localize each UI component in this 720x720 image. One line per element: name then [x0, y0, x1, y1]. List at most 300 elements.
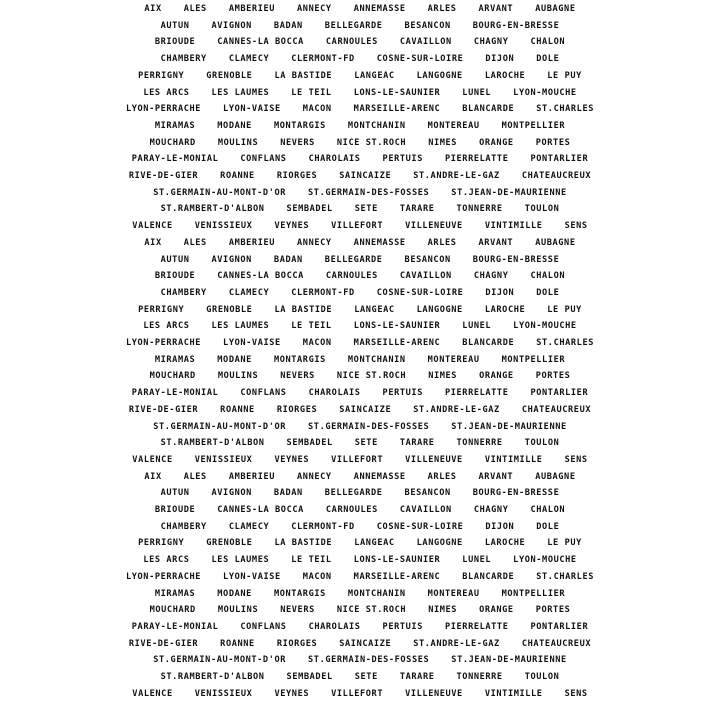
- station-name: PONTARLIER: [530, 621, 589, 632]
- station-name: ST.CHARLES: [536, 571, 594, 582]
- station-name: MIRAMAS: [154, 120, 196, 131]
- station-name: BADAN: [273, 488, 303, 499]
- station-name: VINTIMILLE: [484, 454, 543, 465]
- station-name: TONNERRE: [456, 438, 503, 449]
- name-row: [0, 102, 720, 116]
- station-name: LAROCHE: [484, 70, 526, 81]
- station-name: ARVANT: [478, 471, 514, 482]
- station-name: MONTARGIS: [273, 588, 326, 599]
- station-name: AVIGNON: [211, 488, 252, 499]
- station-name: DIJON: [485, 54, 515, 65]
- station-name: LES ARCS: [143, 87, 190, 98]
- station-name: LYON-PERRACHE: [125, 338, 202, 348]
- station-name: BRIOUDE: [154, 37, 196, 48]
- station-name: CHAGNY: [473, 271, 509, 282]
- name-row: [0, 653, 720, 667]
- station-name: NEVERS: [280, 371, 315, 382]
- station-name: LES ARCS: [143, 555, 190, 566]
- station-name: ANNECY: [297, 237, 332, 248]
- station-name: SETE: [354, 204, 378, 215]
- station-name: RIORGES: [276, 404, 318, 415]
- station-name: CONFLANS: [240, 621, 287, 632]
- station-name: CHAROLAIS: [308, 154, 361, 165]
- station-name: ANNECY: [297, 471, 332, 482]
- station-name: VILLENEUVE: [405, 454, 463, 465]
- station-name: LYON-PERRACHE: [125, 104, 202, 115]
- station-name: AIX: [144, 237, 162, 248]
- name-row: [0, 286, 720, 300]
- station-name: NICE ST.ROCH: [336, 137, 407, 148]
- station-name: MOUCHARD: [149, 605, 196, 616]
- station-name: LYON-VAISE: [223, 571, 281, 582]
- station-name: LAROCHE: [484, 538, 526, 549]
- station-name: LYON-VAISE: [223, 338, 281, 348]
- station-name: ST.CHARLES: [536, 104, 594, 115]
- station-name: NIMES: [428, 605, 458, 616]
- station-name: SEMBADEL: [286, 438, 333, 449]
- station-name: NICE ST.ROCH: [336, 371, 407, 382]
- station-name: LA BASTIDE: [274, 304, 333, 315]
- station-name: ST.RAMBERT-D'ALBON: [160, 672, 265, 682]
- station-name: DOLE: [536, 54, 560, 65]
- station-name: AUTUN: [160, 488, 190, 499]
- station-name: ST.GERMAIN-AU-MONT-D'OR: [153, 655, 287, 666]
- station-name: BADAN: [273, 254, 303, 265]
- station-name: ANNEMASSE: [353, 4, 406, 14]
- station-name: CHAROLAIS: [308, 388, 361, 399]
- station-name: MONTCHANIN: [347, 588, 406, 599]
- station-name: ROANNE: [220, 404, 255, 415]
- station-name: LONS-LE-SAUNIER: [353, 87, 441, 98]
- station-name: ST.GERMAIN-DES-FOSSES: [308, 655, 430, 666]
- station-name: ARLES: [427, 237, 457, 248]
- station-name: CHAROLAIS: [308, 621, 361, 632]
- station-name: VINTIMILLE: [484, 221, 543, 232]
- station-name: CHAMBERY: [160, 521, 207, 532]
- station-name: ALES: [183, 4, 207, 14]
- station-name: PERRIGNY: [138, 304, 185, 315]
- station-name: LANGEAC: [354, 70, 395, 81]
- station-name: AIX: [144, 471, 162, 482]
- station-name: PERTUIS: [382, 621, 423, 632]
- station-name: ST.ANDRE-LE-GAZ: [413, 404, 500, 415]
- station-name: ANNEMASSE: [353, 471, 406, 482]
- station-name: MONTCHANIN: [347, 354, 406, 365]
- station-name: ANNEMASSE: [353, 237, 406, 248]
- station-name: BELLEGARDE: [324, 488, 383, 499]
- station-name: BLANCARDE: [462, 104, 515, 115]
- station-name: SENS: [564, 454, 588, 465]
- station-name: MODANE: [217, 120, 252, 131]
- station-name: ST.JEAN-DE-MAURIENNE: [451, 655, 567, 666]
- station-name: NIMES: [428, 371, 458, 382]
- station-name: BOURG-EN-BRESSE: [472, 20, 560, 31]
- station-name: CLAMECY: [228, 287, 270, 298]
- station-name: PONTARLIER: [530, 154, 589, 165]
- station-name: LE TEIL: [291, 555, 332, 566]
- name-row: [0, 52, 720, 66]
- station-name: LES LAUMES: [211, 555, 270, 566]
- station-name: PORTES: [535, 371, 571, 382]
- station-name: CHATEAUCREUX: [521, 638, 592, 649]
- station-name: MARSEILLE-ARENC: [353, 338, 441, 348]
- station-name: LANGEAC: [354, 304, 395, 315]
- station-name: ST.JEAN-DE-MAURIENNE: [451, 187, 567, 198]
- station-name: VEYNES: [274, 454, 310, 465]
- station-name: ST.RAMBERT-D'ALBON: [160, 204, 265, 215]
- station-name: VILLENEUVE: [405, 221, 463, 232]
- station-name: COSNE-SUR-LOIRE: [376, 521, 464, 532]
- name-row: [0, 253, 720, 267]
- station-name: DIJON: [485, 287, 515, 298]
- station-name: RIORGES: [276, 171, 318, 181]
- station-name: LAROCHE: [484, 304, 526, 315]
- station-name: CONFLANS: [240, 388, 287, 399]
- name-row: [0, 403, 720, 417]
- station-name: LONS-LE-SAUNIER: [353, 321, 441, 332]
- station-name: DOLE: [536, 521, 560, 532]
- station-name: BESANCON: [404, 254, 451, 265]
- station-name: VILLEFORT: [331, 688, 384, 699]
- station-name: TOULON: [524, 672, 560, 682]
- station-name: LANGEAC: [354, 538, 395, 549]
- station-name: CHALON: [530, 271, 566, 282]
- station-name: ARLES: [427, 4, 457, 14]
- station-name: VALENCE: [132, 688, 173, 699]
- name-row: [0, 436, 720, 450]
- station-name: CANNES-LA BOCCA: [217, 271, 304, 282]
- name-row: [0, 386, 720, 400]
- station-name: MOUCHARD: [149, 137, 196, 148]
- station-name: BOURG-EN-BRESSE: [472, 254, 560, 265]
- name-row: [0, 553, 720, 567]
- station-name: MACON: [302, 104, 332, 115]
- station-name: BRIOUDE: [154, 505, 196, 515]
- station-name: LYON-MOUCHE: [513, 87, 577, 98]
- station-name: PERRIGNY: [138, 538, 185, 549]
- name-row: [0, 587, 720, 601]
- station-name: PORTES: [535, 137, 571, 148]
- station-name: LUNEL: [462, 321, 492, 332]
- station-name: AUBAGNE: [535, 4, 576, 14]
- name-row: [0, 69, 720, 83]
- station-name: MIRAMAS: [154, 354, 196, 365]
- station-name: LE TEIL: [291, 321, 332, 332]
- name-row: [0, 236, 720, 250]
- name-row: [0, 353, 720, 367]
- station-name: MODANE: [217, 588, 252, 599]
- station-name: ARVANT: [478, 4, 514, 14]
- station-name: ALES: [183, 237, 207, 248]
- name-row: [0, 186, 720, 200]
- station-name: AUBAGNE: [535, 471, 576, 482]
- station-name: LE PUY: [547, 538, 582, 549]
- name-row: [0, 420, 720, 434]
- name-row: [0, 202, 720, 216]
- station-name: ST.GERMAIN-DES-FOSSES: [308, 421, 430, 432]
- station-name: BESANCON: [404, 488, 451, 499]
- name-row: [0, 670, 720, 684]
- name-row: [0, 603, 720, 617]
- station-name: CARNOULES: [325, 505, 378, 515]
- station-name: LONS-LE-SAUNIER: [353, 555, 441, 566]
- station-name: TOULON: [524, 438, 560, 449]
- station-name: LYON-MOUCHE: [513, 321, 577, 332]
- station-name: MONTPELLIER: [501, 354, 566, 365]
- station-name: ALES: [183, 471, 207, 482]
- station-name: CANNES-LA BOCCA: [217, 505, 304, 515]
- station-name: PERTUIS: [382, 388, 423, 399]
- station-name: PIERRELATTE: [444, 154, 509, 165]
- station-name: CARNOULES: [325, 37, 378, 48]
- station-name: LES LAUMES: [211, 87, 270, 98]
- station-name: NEVERS: [280, 605, 315, 616]
- station-name: PONTARLIER: [530, 388, 589, 399]
- name-row: [0, 136, 720, 150]
- station-name: LYON-PERRACHE: [125, 571, 202, 582]
- station-name: CLAMECY: [228, 521, 270, 532]
- station-name: BELLEGARDE: [324, 20, 383, 31]
- station-name: LANGOGNE: [416, 70, 463, 81]
- station-name: CANNES-LA BOCCA: [217, 37, 304, 48]
- station-name: CAVAILLON: [399, 505, 452, 515]
- station-name: MONTPELLIER: [501, 588, 566, 599]
- station-name: ARLES: [427, 471, 457, 482]
- station-name: BLANCARDE: [462, 571, 515, 582]
- station-name: VINTIMILLE: [484, 688, 543, 699]
- station-name: AMBERIEU: [228, 237, 276, 248]
- station-name: GRENOBLE: [206, 304, 253, 315]
- station-name: TARARE: [399, 438, 435, 449]
- station-name: LA BASTIDE: [274, 538, 333, 549]
- station-name: LANGOGNE: [416, 538, 463, 549]
- station-name: LE TEIL: [291, 87, 332, 98]
- station-name: VENISSIEUX: [194, 221, 253, 232]
- station-name: NIMES: [428, 137, 458, 148]
- station-name: AIX: [144, 4, 162, 14]
- station-name: AMBERIEU: [228, 471, 276, 482]
- station-name: MARSEILLE-ARENC: [353, 104, 441, 115]
- station-name: ROANNE: [220, 638, 255, 649]
- station-name: BOURG-EN-BRESSE: [472, 488, 560, 499]
- station-name: MOUCHARD: [149, 371, 196, 382]
- station-name: ST.RAMBERT-D'ALBON: [160, 438, 265, 449]
- station-name: ORANGE: [479, 605, 514, 616]
- station-name: PERRIGNY: [138, 70, 185, 81]
- station-name: CAVAILLON: [399, 37, 452, 48]
- station-name: MACON: [302, 571, 332, 582]
- name-row: [0, 119, 720, 133]
- station-name: MONTARGIS: [273, 354, 326, 365]
- station-name: TARARE: [399, 204, 435, 215]
- station-name: GRENOBLE: [206, 70, 253, 81]
- station-name: MONTCHANIN: [347, 120, 406, 131]
- station-name: SEMBADEL: [286, 204, 333, 215]
- station-name: MOULINS: [217, 371, 259, 382]
- station-name: LYON-MOUCHE: [513, 555, 577, 566]
- name-row: [0, 620, 720, 634]
- station-name: LES LAUMES: [211, 321, 270, 332]
- station-name: SENS: [564, 221, 588, 232]
- station-name: MOULINS: [217, 605, 259, 616]
- name-row: [0, 687, 720, 701]
- station-name: RIVE-DE-GIER: [128, 404, 199, 415]
- station-name: ORANGE: [479, 137, 514, 148]
- station-name: COSNE-SUR-LOIRE: [376, 54, 464, 65]
- station-name: SENS: [564, 688, 588, 699]
- station-name: CHATEAUCREUX: [521, 171, 592, 181]
- station-name: VILLEFORT: [331, 221, 384, 232]
- name-row: [0, 470, 720, 484]
- station-name: AVIGNON: [211, 254, 252, 265]
- station-name: ST.GERMAIN-AU-MONT-D'OR: [153, 421, 287, 432]
- station-name: SETE: [354, 672, 378, 682]
- station-name: VILLENEUVE: [405, 688, 463, 699]
- station-name: ANNECY: [297, 4, 332, 14]
- station-name: AUTUN: [160, 254, 190, 265]
- station-name: ST.JEAN-DE-MAURIENNE: [451, 421, 567, 432]
- station-name: CHALON: [530, 37, 566, 48]
- station-name: VALENCE: [132, 221, 173, 232]
- station-name: RIVE-DE-GIER: [128, 638, 199, 649]
- station-name: MARSEILLE-ARENC: [353, 571, 441, 582]
- name-row: [0, 336, 720, 350]
- station-name: MOULINS: [217, 137, 259, 148]
- station-name: LE PUY: [547, 304, 582, 315]
- name-row: [0, 453, 720, 467]
- station-name: PARAY-LE-MONIAL: [131, 621, 219, 632]
- station-name: MONTPELLIER: [501, 120, 566, 131]
- name-row: [0, 369, 720, 383]
- station-name: VENISSIEUX: [194, 454, 253, 465]
- name-row: [0, 86, 720, 100]
- name-row: [0, 169, 720, 183]
- station-name: COSNE-SUR-LOIRE: [376, 287, 464, 298]
- station-name: CHATEAUCREUX: [521, 404, 592, 415]
- station-name: NICE ST.ROCH: [336, 605, 407, 616]
- station-name: ORANGE: [479, 371, 514, 382]
- station-name: LUNEL: [462, 555, 492, 566]
- station-name: ROANNE: [220, 171, 255, 181]
- station-name: TOULON: [524, 204, 560, 215]
- station-name: ST.GERMAIN-AU-MONT-D'OR: [153, 187, 287, 198]
- station-name: BESANCON: [404, 20, 451, 31]
- station-name: TONNERRE: [456, 204, 503, 215]
- station-name: PIERRELATTE: [444, 621, 509, 632]
- station-name: ST.ANDRE-LE-GAZ: [413, 638, 500, 649]
- station-name: SEMBADEL: [286, 672, 333, 682]
- station-name: BRIOUDE: [154, 271, 196, 282]
- name-row: [0, 486, 720, 500]
- station-name: CONFLANS: [240, 154, 287, 165]
- station-name: RIVE-DE-GIER: [128, 171, 199, 181]
- station-name: ST.ANDRE-LE-GAZ: [413, 171, 500, 181]
- name-row: [0, 269, 720, 283]
- name-row: [0, 303, 720, 317]
- station-name: MONTEREAU: [427, 588, 480, 599]
- name-row: [0, 637, 720, 651]
- station-name: VEYNES: [274, 688, 310, 699]
- station-name: VEYNES: [274, 221, 310, 232]
- station-name: BELLEGARDE: [324, 254, 383, 265]
- station-name: CHAMBERY: [160, 54, 207, 65]
- station-name: CLAMECY: [228, 54, 270, 65]
- station-name: AMBERIEU: [228, 4, 276, 14]
- station-name: AVIGNON: [211, 20, 252, 31]
- station-name: MONTEREAU: [427, 120, 480, 131]
- station-name: VENISSIEUX: [194, 688, 253, 699]
- station-name: GRENOBLE: [206, 538, 253, 549]
- station-name: DIJON: [485, 521, 515, 532]
- station-name: VILLEFORT: [331, 454, 384, 465]
- station-name: CHAMBERY: [160, 287, 207, 298]
- station-name: BADAN: [273, 20, 303, 31]
- station-name: CLERMONT-FD: [291, 521, 355, 532]
- station-name: SAINCAIZE: [339, 171, 392, 181]
- station-name: CLERMONT-FD: [291, 287, 355, 298]
- station-name: ST.CHARLES: [536, 338, 594, 348]
- station-name: PIERRELATTE: [444, 388, 509, 399]
- name-row: [0, 520, 720, 534]
- station-name: DOLE: [536, 287, 560, 298]
- station-name: CARNOULES: [325, 271, 378, 282]
- station-name: AUBAGNE: [535, 237, 576, 248]
- station-name: LANGOGNE: [416, 304, 463, 315]
- station-name: SAINCAIZE: [339, 638, 392, 649]
- station-name: AUTUN: [160, 20, 190, 31]
- station-name: CHALON: [530, 505, 566, 515]
- station-name: PERTUIS: [382, 154, 423, 165]
- station-name: ARVANT: [478, 237, 514, 248]
- station-name: MONTARGIS: [273, 120, 326, 131]
- station-name: LA BASTIDE: [274, 70, 333, 81]
- station-name: ST.GERMAIN-DES-FOSSES: [308, 187, 430, 198]
- station-name: RIORGES: [276, 638, 318, 649]
- station-name: LES ARCS: [143, 321, 190, 332]
- station-name: PORTES: [535, 605, 571, 616]
- name-row: [0, 19, 720, 33]
- station-name: SAINCAIZE: [339, 404, 392, 415]
- station-name: MACON: [302, 338, 332, 348]
- name-row: [0, 319, 720, 333]
- station-name: CHAGNY: [473, 37, 509, 48]
- station-name: SETE: [354, 438, 378, 449]
- station-name: VALENCE: [132, 454, 173, 465]
- station-name: BLANCARDE: [462, 338, 515, 348]
- station-name: CHAGNY: [473, 505, 509, 515]
- station-name: MODANE: [217, 354, 252, 365]
- name-row: [0, 35, 720, 49]
- name-row: [0, 152, 720, 166]
- station-name: PARAY-LE-MONIAL: [131, 154, 219, 165]
- station-name: LE PUY: [547, 70, 582, 81]
- name-row: [0, 570, 720, 584]
- station-name: TARARE: [399, 672, 435, 682]
- name-row: [0, 219, 720, 233]
- name-row: [0, 503, 720, 517]
- station-name: LYON-VAISE: [223, 104, 281, 115]
- station-name: MIRAMAS: [154, 588, 196, 599]
- station-name: CLERMONT-FD: [291, 54, 355, 65]
- station-name: MONTEREAU: [427, 354, 480, 365]
- station-name: CAVAILLON: [399, 271, 452, 282]
- station-name: NEVERS: [280, 137, 315, 148]
- name-row: [0, 2, 720, 16]
- station-name: TONNERRE: [456, 672, 503, 682]
- name-row: [0, 536, 720, 550]
- station-name: PARAY-LE-MONIAL: [131, 388, 219, 399]
- station-name: LUNEL: [462, 87, 492, 98]
